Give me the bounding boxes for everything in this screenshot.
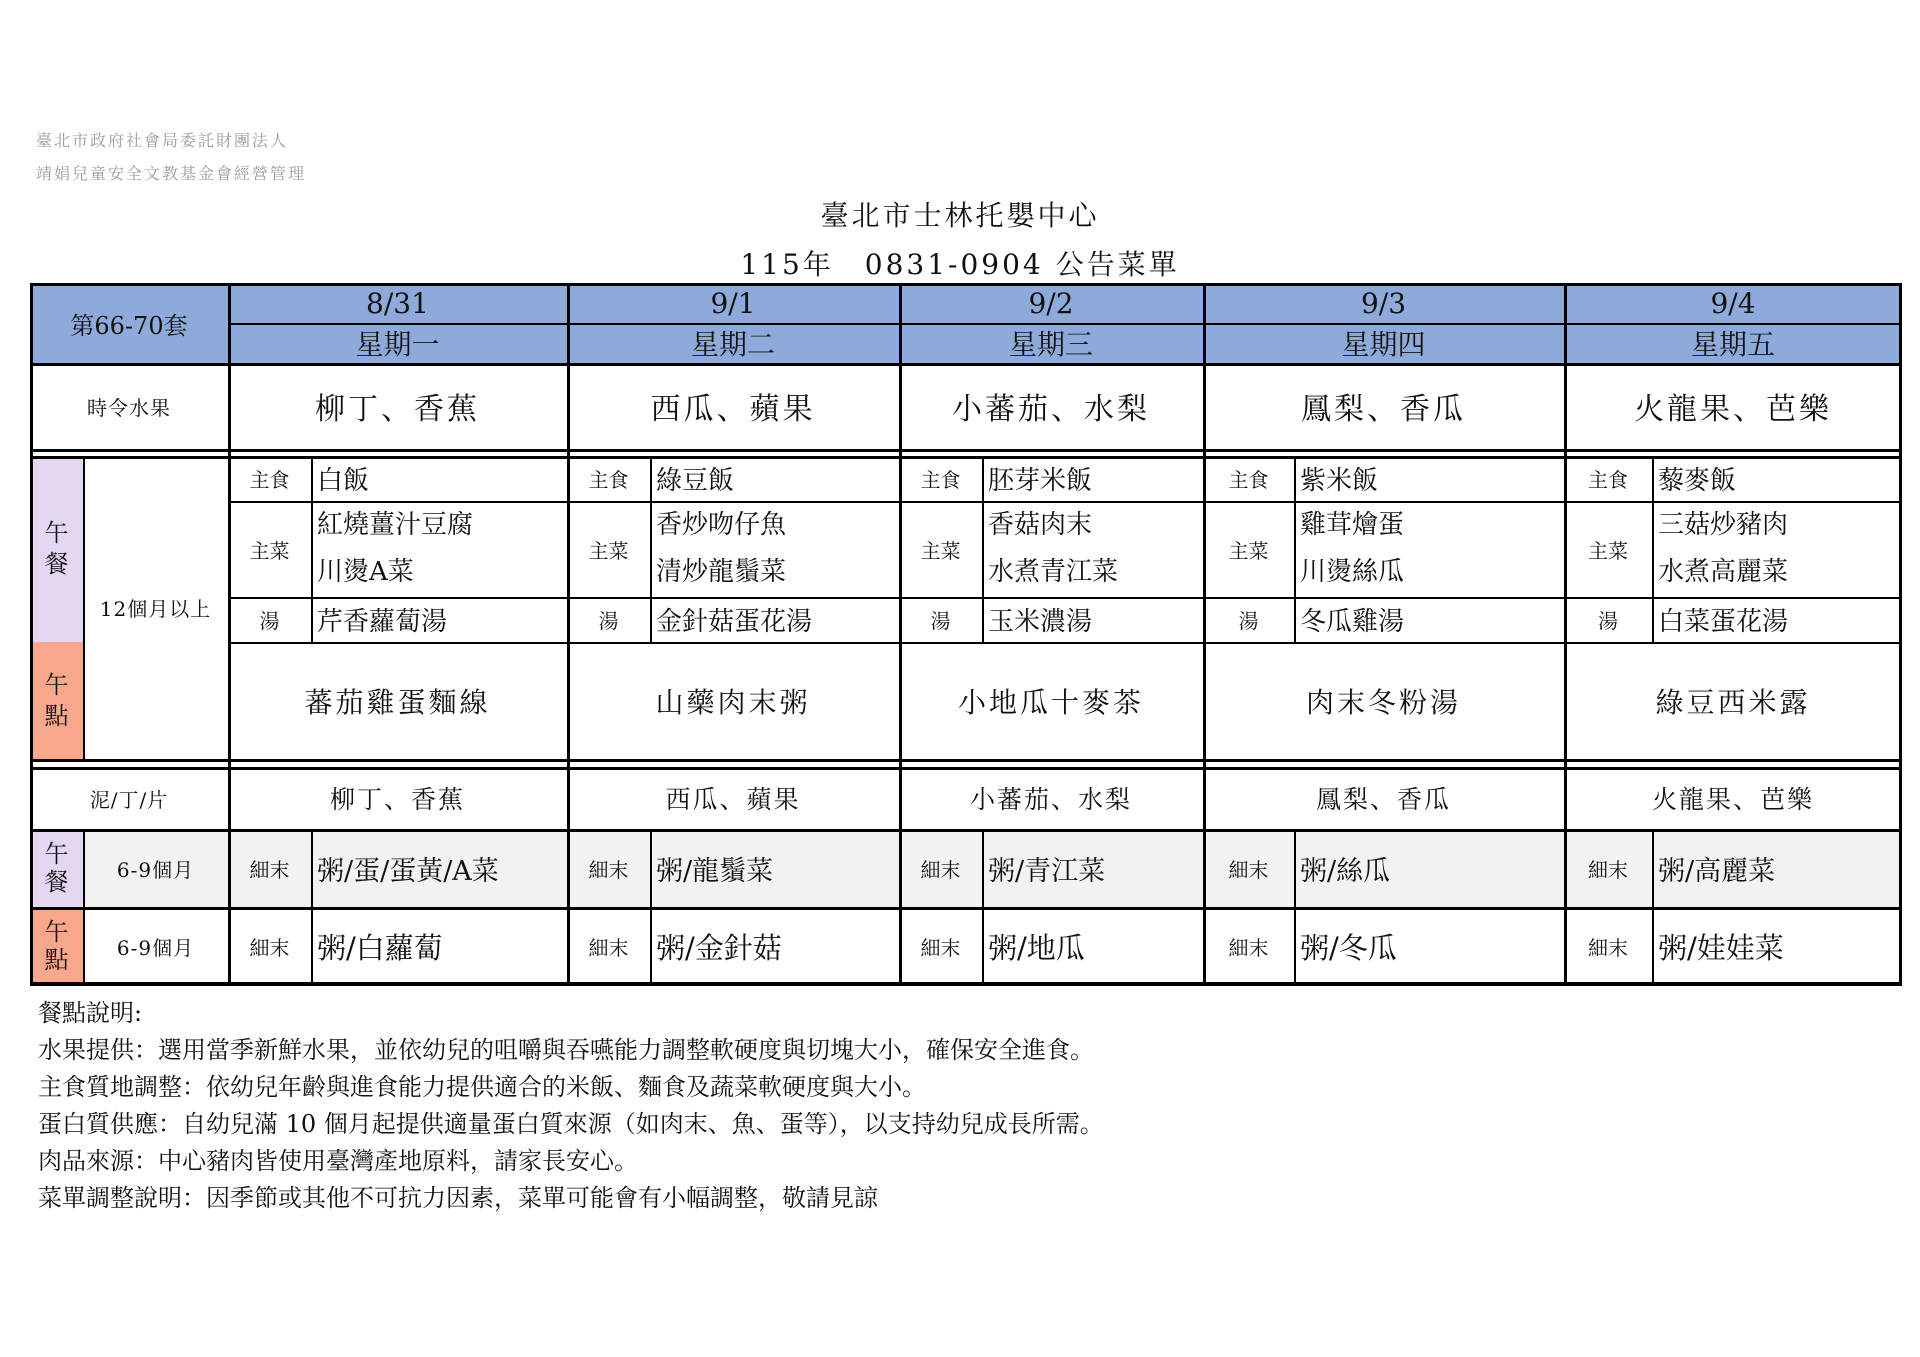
day-weekday: 星期三 (899, 323, 1203, 363)
infant-snack-fine-label: 細末 (1228, 935, 1269, 960)
staple-dish: 白飯 (317, 466, 370, 496)
infant-snack-fine-label: 細末 (588, 935, 629, 960)
main-dish-2: 水煮青江菜 (988, 557, 1119, 587)
day-weekday: 星期四 (1203, 323, 1564, 363)
grid-line-v (311, 829, 313, 985)
main-dish-2: 川燙絲瓜 (1300, 557, 1405, 587)
main-dish-2: 水煮高麗菜 (1658, 557, 1789, 587)
main-dish-label: 主菜 (1588, 538, 1628, 563)
lunch-tag-char-2: 餐 (44, 550, 69, 578)
grid-line-h (30, 283, 1902, 286)
notes (38, 995, 1104, 1217)
infant-snack-fine-label: 細末 (249, 935, 290, 960)
fruit-cell: 鳳梨、香瓜 (1301, 392, 1466, 427)
infant-lunch-dish: 粥/絲瓜 (1294, 829, 1564, 907)
infant-fruit-cell: 柳丁、香蕉 (329, 785, 465, 814)
staple-dish: 胚芽米飯 (988, 466, 1093, 496)
grid-line-h (228, 501, 1902, 503)
soup-dish: 玉米濃湯 (988, 607, 1093, 637)
infant-lunch-fine-label: 細末 (228, 829, 311, 907)
infant-lunch-tag-char-2: 餐 (44, 868, 69, 896)
main-dish-label: 主菜 (588, 538, 629, 563)
soup-dish: 白菜蛋花湯 (1658, 607, 1789, 637)
grid-line-v (1203, 283, 1206, 986)
grid-line-v (1899, 283, 1902, 986)
snack-cell: 山藥肉末粥 (655, 685, 811, 719)
fruit-cell: 柳丁、香蕉 (315, 392, 480, 427)
main-dish-label: 主菜 (920, 538, 961, 563)
infant-snack-fine-label: 細末 (1588, 935, 1628, 960)
main-dishes (982, 501, 1203, 597)
main-dish-1: 三菇炒豬肉 (1658, 510, 1789, 540)
grid-line-v (83, 829, 85, 985)
fruit-cell: 火龍果、芭樂 (1634, 392, 1832, 427)
staple-label: 主食 (588, 468, 629, 492)
notes-heading: 餐點說明: (38, 999, 143, 1027)
org-line-1: 臺北市政府社會局委託財團法人 (36, 131, 289, 150)
staple-label: 主食 (1228, 468, 1269, 492)
lunch-tag-char-1: 午 (44, 519, 69, 547)
main-dish-label: 主菜 (1228, 538, 1269, 563)
note-menu-adjustment: 菜單調整說明：因季節或其他不可抗力因素，菜單可能會有小幅調整，敬請見諒 (38, 1184, 878, 1212)
main-dishes (1652, 501, 1902, 597)
age-older-label: 12個月以上 (99, 597, 212, 621)
menu-table (30, 283, 1902, 988)
main-dish-1: 紅燒薑汁豆腐 (317, 510, 474, 540)
infant-lunch-fine-label: 細末 (1203, 829, 1294, 907)
day-weekday: 星期五 (1564, 323, 1902, 363)
grid-line-h (228, 597, 1902, 599)
staple-dish: 綠豆飯 (656, 466, 735, 496)
infant-lunch-dish: 粥/高麗菜 (1652, 829, 1902, 907)
grid-line-h (228, 323, 1902, 325)
infant-fruit-cell: 火龍果、芭樂 (1651, 785, 1814, 814)
staple-dish: 紫米飯 (1300, 466, 1379, 496)
infant-snack-fine-label: 細末 (920, 935, 961, 960)
grid-line-v (30, 283, 33, 986)
soup-label: 湯 (259, 609, 280, 633)
infant-lunch-dish: 粥/龍鬚菜 (650, 829, 899, 907)
day-date: 8/31 (228, 283, 567, 323)
soup-dish: 芹香蘿蔔湯 (317, 607, 448, 637)
soup-label: 湯 (1598, 609, 1618, 633)
grid-line-v (228, 283, 231, 986)
infant-lunch-tag-char-1: 午 (44, 840, 69, 868)
grid-line-v (1294, 829, 1296, 985)
soup-dish: 冬瓜雞湯 (1300, 607, 1405, 637)
staple-label: 主食 (1588, 468, 1628, 492)
set-label: 第66-70套 (30, 283, 228, 363)
staple-label: 主食 (249, 468, 290, 492)
snack-tag-char-2: 點 (44, 701, 69, 730)
day-date: 9/1 (567, 283, 899, 323)
grid-line-v (650, 456, 652, 642)
infant-snack-tag-char-2: 點 (44, 946, 69, 974)
grid-line-h (30, 759, 1902, 762)
grid-line-h (30, 767, 1902, 770)
grid-line-v (83, 456, 85, 759)
snack-cell: 綠豆西米露 (1655, 685, 1811, 719)
main-dishes (650, 501, 899, 597)
note-fruit: 水果提供：選用當季新鮮水果，並依幼兒的咀嚼與吞嚥能力調整軟硬度與切塊大小，確保安全進食。 (38, 1036, 1094, 1064)
infant-snack-dish: 粥/娃娃菜 (1658, 930, 1784, 965)
infant-lunch-fine-label: 細末 (1564, 829, 1652, 907)
fruit-cell: 西瓜、蘋果 (650, 392, 816, 427)
grid-line-v (650, 829, 652, 985)
main-dishes (1294, 501, 1564, 597)
fruit-cell: 小蕃茄、水梨 (952, 392, 1150, 427)
org-line-2: 靖娟兒童安全文教基金會經營管理 (36, 164, 307, 183)
grid-line-v (1294, 456, 1296, 642)
day-date: 9/3 (1203, 283, 1564, 323)
main-dish-2: 清炒龍鬚菜 (656, 557, 787, 587)
grid-line-v (1564, 283, 1567, 986)
staple-dish: 藜麥飯 (1658, 466, 1737, 496)
main-dish-1: 香炒吻仔魚 (656, 510, 787, 540)
soup-label: 湯 (930, 609, 951, 633)
grid-line-v (1652, 456, 1654, 642)
fruit-row-label: 時令水果 (87, 395, 171, 420)
grid-line-v (311, 456, 313, 642)
infant-snack-dish: 粥/白蘿蔔 (317, 930, 443, 965)
day-date: 9/2 (899, 283, 1203, 323)
note-staple: 主食質地調整：依幼兒年齡與進食能力提供適合的米飯、麵食及蔬菜軟硬度與大小。 (38, 1073, 926, 1101)
infant-lunch-dish: 粥/青江菜 (982, 829, 1203, 907)
infant-snack-tag-char-1: 午 (44, 918, 69, 946)
staple-label: 主食 (920, 468, 961, 492)
infant-lunch-dish: 粥/蛋/蛋黃/A菜 (311, 829, 567, 907)
note-protein: 蛋白質供應：自幼兒滿 10 個月起提供適量蛋白質來源（如肉末、魚、蛋等），以支持幼兒成長所需。 (38, 1110, 1104, 1138)
grid-line-v (567, 283, 570, 986)
day-weekday: 星期一 (228, 323, 567, 363)
infant-fruit-cell: 小蕃茄、水梨 (969, 785, 1132, 814)
infant-snack-dish: 粥/冬瓜 (1300, 930, 1397, 965)
grid-line-h (228, 642, 1902, 644)
note-meat-source: 肉品來源：中心豬肉皆使用臺灣產地原料，請家長安心。 (38, 1147, 638, 1175)
soup-dish: 金針菇蛋花湯 (656, 607, 813, 637)
infant-lunch-tag (30, 829, 83, 907)
snack-cell: 蕃茄雞蛋麵線 (304, 685, 491, 719)
infant-snack-dish: 粥/地瓜 (988, 930, 1085, 965)
snack-cell: 肉末冬粉湯 (1305, 685, 1461, 719)
infant-snack-dish: 粥/金針菇 (656, 930, 782, 965)
snack-tag-char-1: 午 (44, 670, 69, 699)
texture-row-label: 泥/丁/片 (89, 787, 169, 812)
infant-lunch-age-label: 6-9個月 (83, 829, 228, 907)
infant-snack-age-label: 6-9個月 (116, 935, 195, 960)
main-dish-1: 雞茸燴蛋 (1300, 510, 1405, 540)
infant-fruit-cell: 西瓜、蘋果 (665, 785, 801, 814)
infant-snack-tag (30, 907, 83, 985)
main-dish-1: 香菇肉末 (988, 510, 1093, 540)
page-title: 臺北市士林托嬰中心 (820, 199, 1100, 232)
grid-line-h (30, 363, 1902, 366)
soup-label: 湯 (1238, 609, 1259, 633)
snack-tag (30, 642, 83, 759)
grid-line-v (982, 456, 984, 642)
main-dishes (311, 501, 567, 597)
day-date: 9/4 (1564, 283, 1902, 323)
grid-line-v (1652, 829, 1654, 985)
infant-lunch-fine-label: 細末 (899, 829, 982, 907)
soup-label: 湯 (598, 609, 619, 633)
snack-cell: 小地瓜十麥茶 (957, 685, 1144, 719)
infant-lunch-fine-label: 細末 (567, 829, 650, 907)
main-dish-label: 主菜 (249, 538, 290, 563)
lunch-tag (30, 456, 83, 642)
day-weekday: 星期二 (567, 323, 899, 363)
main-dish-2: 川燙A菜 (317, 557, 414, 587)
grid-line-h (30, 449, 1902, 452)
grid-line-v (899, 283, 902, 986)
infant-fruit-cell: 鳳梨、香瓜 (1315, 785, 1451, 814)
page-subtitle: 115年 0831-0904 公告菜單 (740, 248, 1180, 281)
grid-line-v (982, 829, 984, 985)
